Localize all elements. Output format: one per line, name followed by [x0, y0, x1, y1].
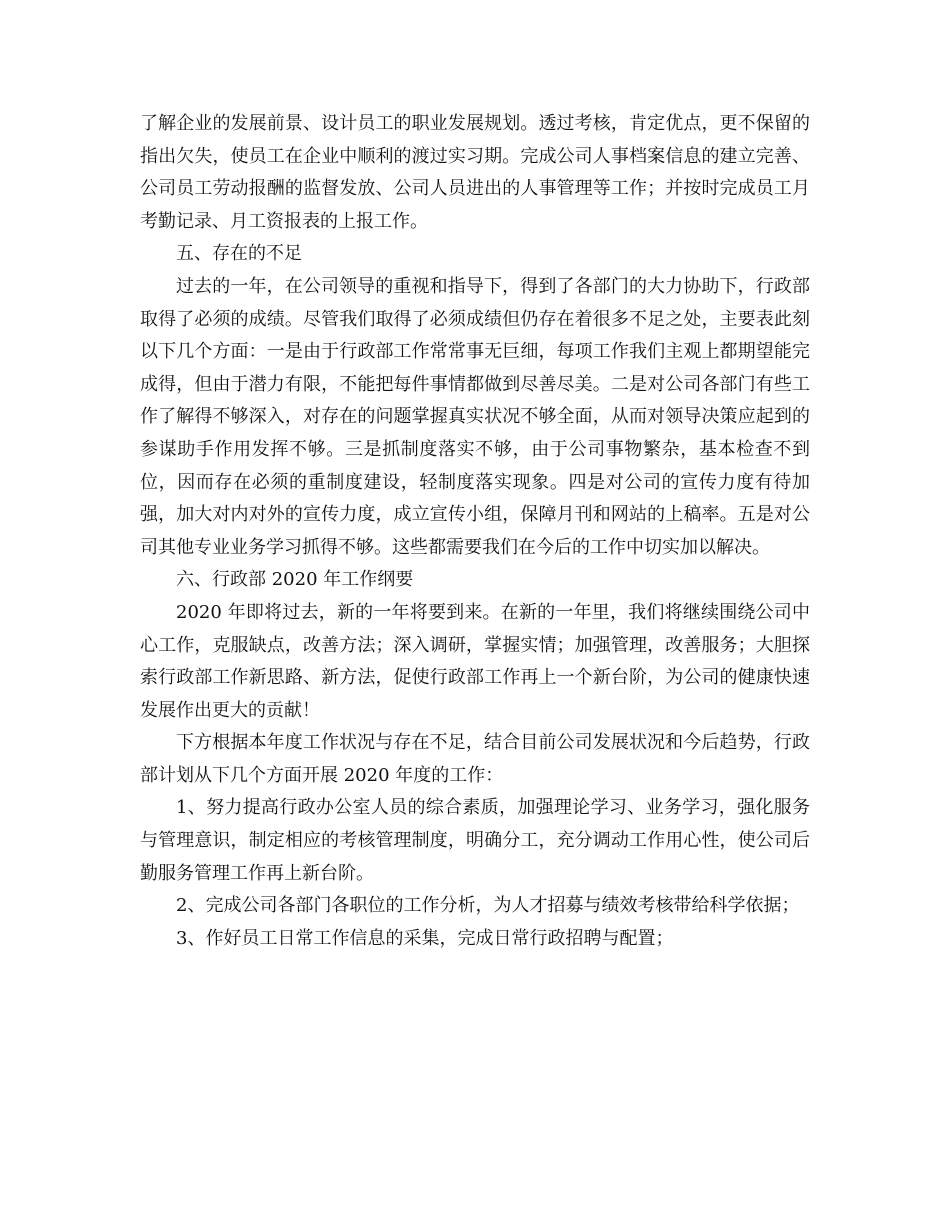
list-item-1: 1、努力提高行政办公室人员的综合素质，加强理论学习、业务学习，强化服务与管理意识，制定相应的考核管理制度，明确分工，充分调动工作用心性，使公司后勤服务管理工作再上新台阶。	[140, 797, 810, 884]
list-item-2: 2、完成公司各部门各职位的工作分析，为人才招募与绩效考核带给科学依据；	[176, 895, 800, 917]
document-body	[140, 108, 810, 955]
paragraph-continuation: 了解企业的发展前景、设计员工的职业发展规划。透过考核，肯定优点，更不保留的指出欠失，使员工在企业中顺利的渡过实习期。完成公司人事档案信息的建立完善、公司员工劳动报酬的监督发放、公司人员进出的人事管理等工作；并按时完成员工月考勤记录、月工资报表的上报工作。	[140, 113, 810, 232]
section-heading-shortcomings: 五、存在的不足	[176, 243, 302, 265]
list-item-3: 3、作好员工日常工作信息的采集，完成日常行政招聘与配置；	[176, 927, 674, 949]
section-heading-work-plan: 六、行政部 2020 年工作纲要	[176, 569, 414, 591]
paragraph-shortcomings: 过去的一年，在公司领导的重视和指导下，得到了各部门的大力协助下，行政部取得了必须的成绩。尽管我们取得了必须成绩但仍存在着很多不足之处，主要表此刻以下几个方面：一是由于行政部工作常常事无巨细，每项工作我们主观上都期望能完成得，但由于潜力有限，不能把每件事情都做到尽善尽美。二是对公司各部门有些工作了解得不够深入，对存在的问题掌握真实状况不够全面，从而对领导决策应起到的参谋助手作用发挥不够。三是抓制度落实不够，由于公司事物繁杂，基本检查不到位，因而存在必须的重制度建设，轻制度落实现象。四是对公司的宣传力度有待加强，加大对内对外的宣传力度，成立宣传小组，保障月刊和网站的上稿率。五是对公司其他专业业务学习抓得不够。这些都需要我们在今后的工作中切实加以解决。	[140, 275, 810, 558]
paragraph-plan-intro: 下方根据本年度工作状况与存在不足，结合目前公司发展状况和今后趋势，行政部计划从下几个方面开展 2020 年度的工作：	[140, 732, 810, 786]
paragraph-new-year: 2020 年即将过去，新的一年将要到来。在新的一年里，我们将继续围绕公司中心工作，克服缺点，改善方法；深入调研，掌握实情；加强管理，改善服务；大胆探索行政部工作新思路、新方法，促使行政部工作再上一个新台阶，为公司的健康快速发展作出更大的贡献！	[140, 601, 810, 721]
